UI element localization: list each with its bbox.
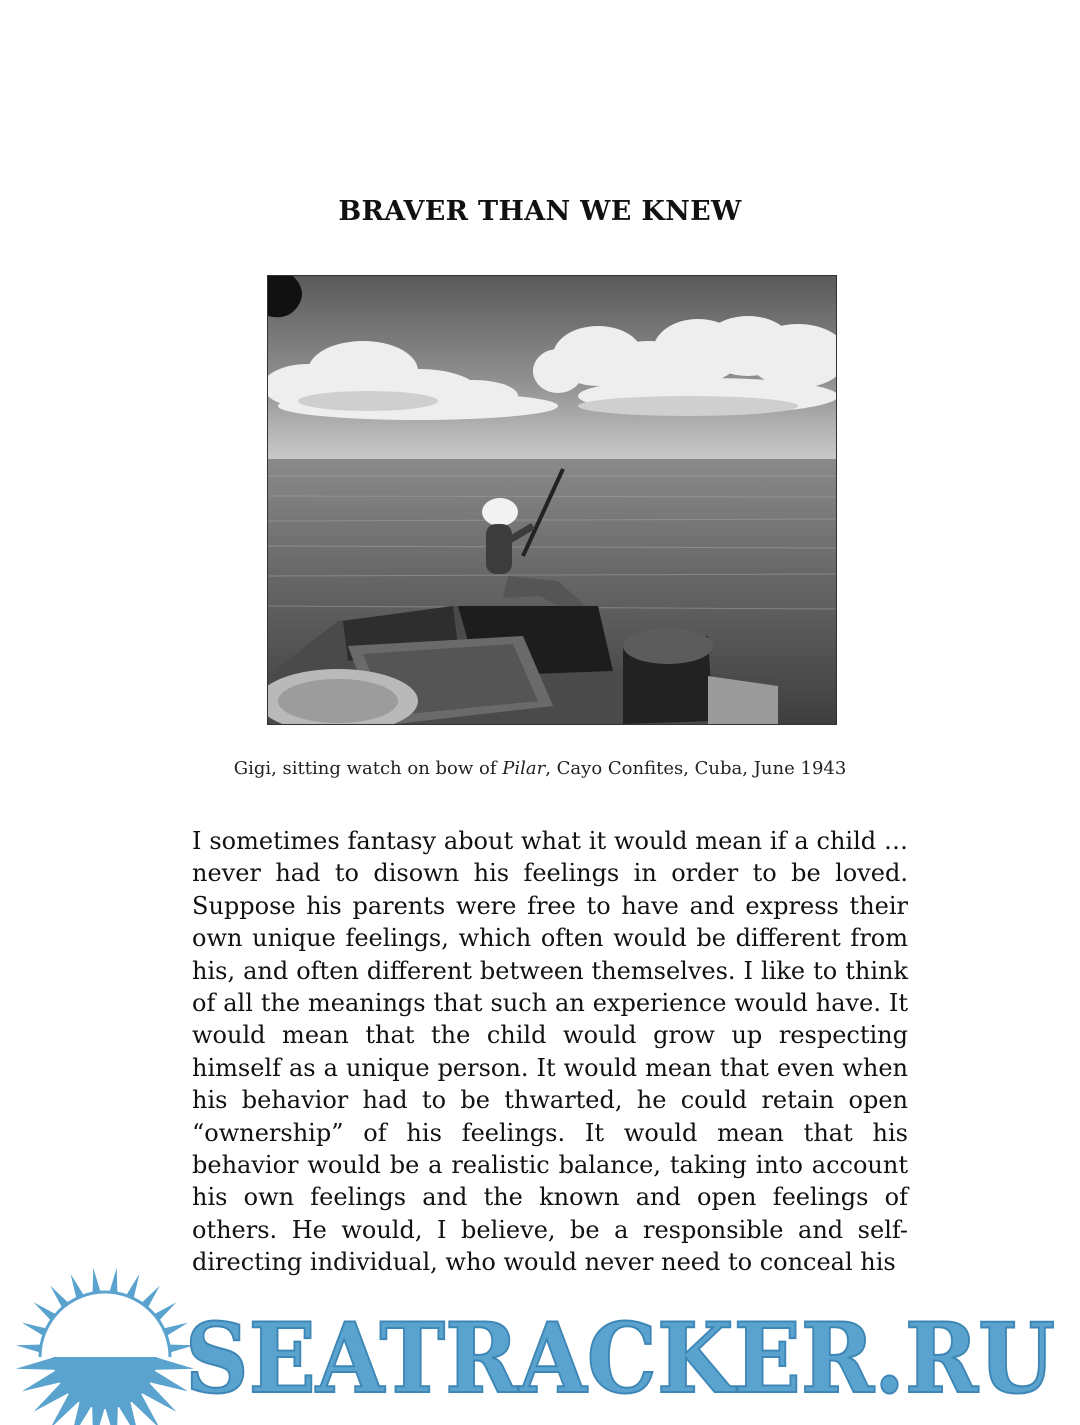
watermark xyxy=(0,1262,1080,1425)
watermark-text: SEATRACKER.RU xyxy=(185,1302,1055,1415)
caption-italic: Pilar xyxy=(502,758,546,779)
photo-caption xyxy=(0,758,1080,779)
caption-prefix: Gigi, sitting watch on bow of xyxy=(233,758,503,779)
photograph xyxy=(267,275,837,725)
caption-suffix: , Cayo Confites, Cuba, June 1943 xyxy=(545,758,847,779)
body-paragraph: I sometimes fantasy about what it would mean if a child … never had to disown his feelings in order to be loved. Suppose his parents were free to have and express their own unique feelings, which often would be different from his, and often different between themselves. I like to think of all the meanings that such an experience would have. It would mean that the child would grow up respecting himself as a unique person. It would mean that even when his behavior had to be thwarted, he could retain open “ownership” of his feelings. It would mean that his behavior would be a realistic balance, taking into account his own feelings and the known and open feelings of others. He would, I believe, be a responsible and self-directing individual, who would never need to conceal his xyxy=(192,827,908,1277)
chapter-title: BRAVER THAN WE KNEW xyxy=(338,196,742,227)
photo-illustration xyxy=(268,276,837,725)
sun-burst-icon xyxy=(16,1268,194,1425)
